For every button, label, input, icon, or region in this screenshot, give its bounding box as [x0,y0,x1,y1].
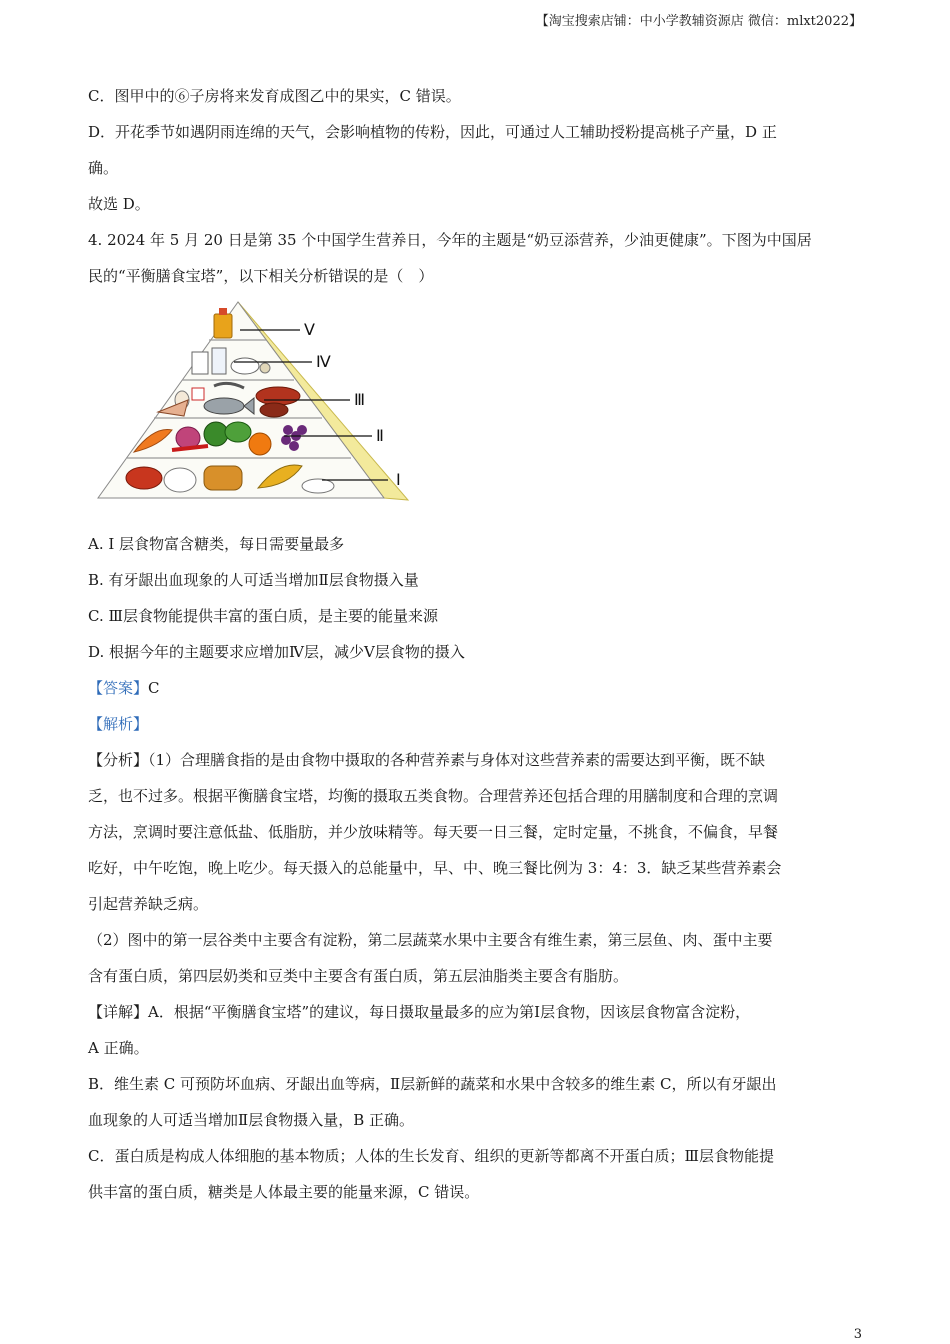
analysis-line: 【详解】A．根据“平衡膳食宝塔”的建议，每日摄取量最多的应为第Ⅰ层食物，因该层食物富含淀粉， [88,1003,751,1021]
answer-line [88,670,862,706]
analysis-tag: 【解析】 [88,715,149,733]
analysis-line: 乏，也不过多。根据平衡膳食宝塔，均衡的摄取五类食物。合理营养还包括合理的用膳制度和合理的烹调 [88,787,779,805]
level-label: Ⅲ [354,392,366,409]
oil-bottle-icon [214,308,232,338]
option-b: B. 有牙龈出血现象的人可适当增加Ⅱ层食物摄入量 [88,571,419,589]
answer-tag: 【答案】 [88,679,149,697]
analysis-line: 【分析】（1）合理膳食指的是由食物中摄取的各种营养素与身体对这些营养素的需要达到平衡，既不缺 [88,751,766,769]
option-c: C. Ⅲ层食物能提供丰富的蛋白质，是主要的能量来源 [88,607,438,625]
analysis-line: 引起营养缺乏病。 [88,895,209,913]
analysis-line: 含有蛋白质，第四层奶类和豆类中主要含有蛋白质，第五层油脂类主要含有脂肪。 [88,967,629,985]
food-pyramid-drawing [88,300,418,512]
level-label: Ⅰ [396,472,401,489]
level-label: Ⅴ [304,322,315,339]
page-header: 【淘宝搜索店铺：中小学教辅资源店 微信：mlxt2022】 [535,14,862,29]
option-a: A. Ⅰ 层食物富含糖类，每日需要量最多 [88,535,345,553]
analysis-line: C．蛋白质是构成人体细胞的基本物质；人体的生长发育、组织的更新等都离不开蛋白质；Ⅲ层食物能提 [88,1147,774,1165]
analysis-line: B．维生素 C 可预防坏血病、牙龈出血等病，Ⅱ层新鲜的蔬菜和水果中含较多的维生素 C，所以有牙龈出 [88,1075,777,1093]
analysis-line: 方法，烹调时要注意低盐、低脂肪，并少放味精等。每天要一日三餐，定时定量，不挑食，不偏食，早餐 [88,823,779,841]
text-line: C．图甲中的⑥子房将来发育成图乙中的果实，C 错误。 [88,87,461,105]
question-stem: 民的“平衡膳食宝塔”，以下相关分析错误的是（ ） [88,267,434,285]
level-label: Ⅱ [376,428,384,445]
page-number: 3 [853,1327,862,1342]
analysis-line: 供丰富的蛋白质，糖类是人体最主要的能量来源，C 错误。 [88,1183,480,1201]
analysis-line: 血现象的人可适当增加Ⅱ层食物摄入量，B 正确。 [88,1111,414,1129]
document-body [88,78,862,1210]
analysis-line: 吃好，中午吃饱，晚上吃少。每天摄入的总能量中，早、中、晚三餐比例为 3：4：3．缺乏某些营养素会 [88,859,782,877]
food-pyramid-figure [88,294,862,526]
text-line: D．开花季节如遇阴雨连绵的天气，会影响植物的传粉，因此，可通过人工辅助授粉提高桃子产量，D 正 [88,123,777,141]
analysis-line: （2）图中的第一层谷类中主要含有淀粉，第二层蔬菜水果中主要含有维生素，第三层鱼、肉、蛋中主要 [88,931,773,949]
option-d: D. 根据今年的主题要求应增加Ⅳ层，减少Ⅴ层食物的摄入 [88,643,465,661]
text-line: 故选 D。 [88,195,150,213]
question-stem: 4. 2024 年 5 月 20 日是第 35 个中国学生营养日，今年的主题是“奶豆添营养，少油更健康”。下图为中国居 [88,231,812,249]
answer-value: C [148,679,160,697]
analysis-line: A 正确。 [88,1039,149,1057]
level-label: Ⅳ [316,354,331,371]
text-line: 确。 [88,159,119,177]
